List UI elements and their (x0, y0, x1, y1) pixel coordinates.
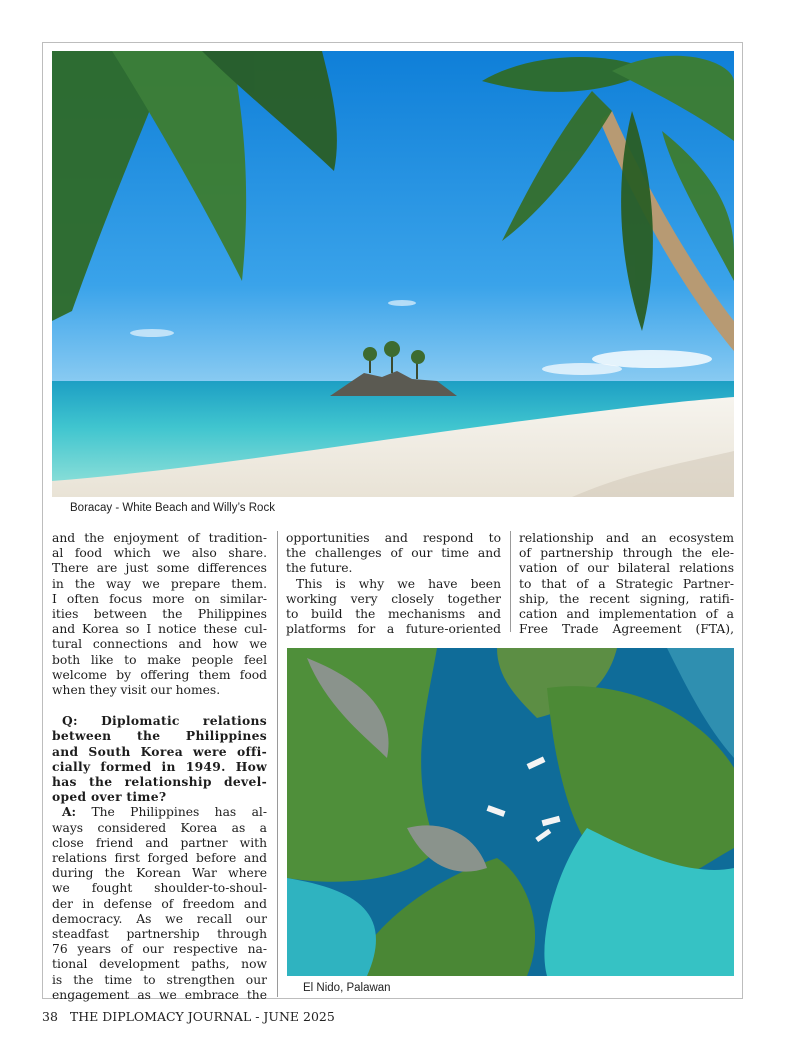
text-line: steadfast partnership through (52, 927, 267, 942)
answer-text: The Philippines has al- (91, 805, 267, 820)
photo-caption-boracay: Boracay - White Beach and Willy’s Rock (70, 502, 275, 514)
text-line: and Korea so I notice these cul- (52, 622, 267, 637)
text-line: and the enjoyment of tradition- (52, 531, 267, 545)
article-column-1 (52, 531, 267, 1003)
text-line: working very closely together (286, 591, 501, 606)
text-line: This is why we have been (296, 576, 501, 591)
text-line: to that of a Strategic Partner- (519, 576, 734, 591)
text-line: al food which we also share. (52, 546, 267, 561)
text-line: There are just some differences (52, 561, 267, 576)
text-line: ways considered Korea as a (52, 820, 267, 835)
text-line: engagement as we embrace the (52, 987, 267, 1002)
page-number: 38 (42, 1009, 58, 1024)
column-rule (510, 531, 511, 632)
lagoon-photo (287, 648, 734, 976)
page-footer (42, 1009, 335, 1024)
text-line: ship, the recent signing, ratifi- (519, 591, 734, 606)
text-line: we fought shoulder-to-shoul- (52, 881, 267, 896)
question-line: cially formed in 1949. How (52, 758, 267, 774)
photo-caption-el-nido: El Nido, Palawan (303, 982, 391, 994)
text-line: the future. (286, 561, 353, 576)
text-line: platforms for a future-oriented (286, 622, 501, 637)
text-line: the challenges of our time and (286, 546, 501, 561)
beach-photo (52, 51, 734, 497)
question-line: oped over time? (52, 789, 167, 805)
text-line: close friend and partner with (52, 835, 267, 850)
article-column-3 (519, 531, 734, 637)
text-line: relations first forged before and (52, 851, 267, 866)
text-line: I often focus more on similar- (52, 591, 267, 606)
text-line: cation and implementation of a (519, 607, 734, 622)
question-line: Q: Diplomatic relations (62, 713, 267, 729)
question-line: between the Philippines (52, 728, 267, 744)
text-line: both like to make people feel (52, 652, 267, 667)
text-line: in the way we prepare them. (52, 576, 267, 591)
article-column-2 (286, 531, 501, 637)
publication-name: THE DIPLOMACY JOURNAL - JUNE 2025 (69, 1009, 335, 1024)
text-line: relationship and an ecosystem (519, 531, 734, 545)
text-line: democracy. As we recall our (52, 911, 267, 926)
text-line: is the time to strengthen our (52, 972, 267, 987)
text-line: tural connections and how we (52, 637, 267, 652)
text-line: der in defense of freedom and (52, 896, 267, 911)
column-rule (277, 531, 278, 997)
text-line: of partnership through the ele- (519, 546, 734, 561)
paragraph-gap (52, 698, 267, 713)
answer-label: A: (62, 804, 77, 820)
text-line: to build the mechanisms and (286, 607, 501, 622)
text-line: 76 years of our respective na- (52, 942, 267, 957)
question-line: has the relationship devel- (52, 774, 267, 790)
text-line: during the Korean War where (52, 866, 267, 881)
answer-first-line (52, 804, 267, 820)
text-line: Free Trade Agreement (FTA), (519, 622, 734, 637)
text-line: tional development paths, now (52, 957, 267, 972)
text-line: welcome by offering them food (52, 667, 267, 682)
text-line: when they visit our homes. (52, 683, 221, 698)
text-line: vation of our bilateral relations (519, 561, 734, 576)
text-line: ities between the Philippines (52, 607, 267, 622)
text-line: opportunities and respond to (286, 531, 501, 545)
question-line: and South Korea were offi- (52, 743, 267, 759)
